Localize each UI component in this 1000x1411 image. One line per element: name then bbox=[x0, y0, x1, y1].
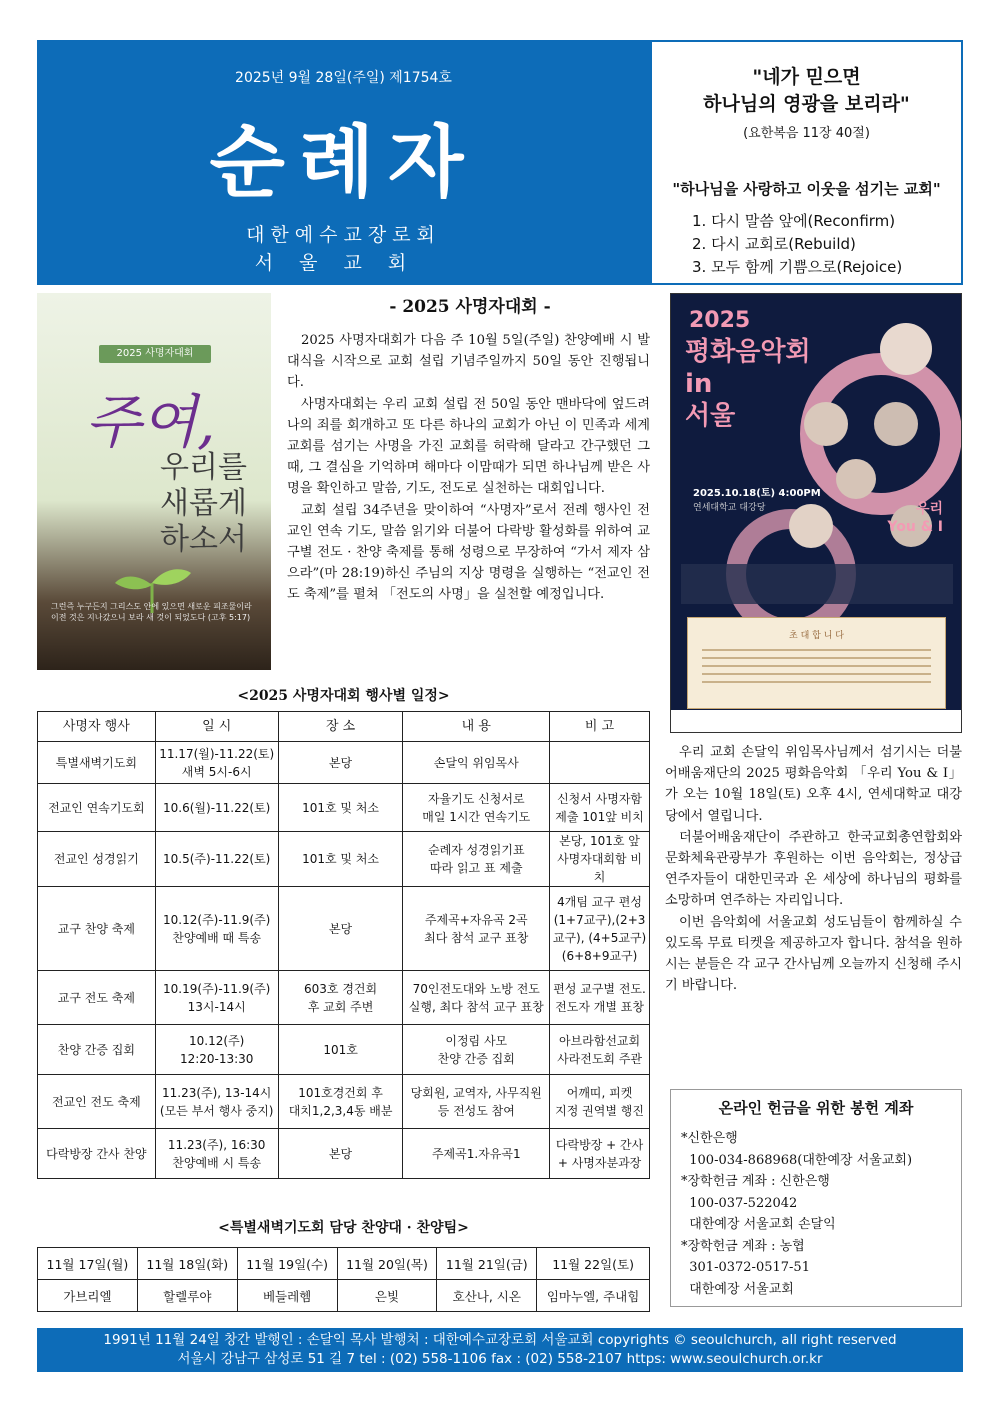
table-cell: 주제곡1.자유곡1 bbox=[403, 1129, 550, 1179]
table-row bbox=[38, 1075, 650, 1129]
offering-line: 대한예장 서울교회 bbox=[681, 1281, 794, 1297]
goal-list bbox=[692, 210, 902, 279]
org-name-line1: 대한예수교장로회 bbox=[246, 224, 441, 246]
book-title-large: 주여, bbox=[85, 388, 216, 456]
table-cell: 본당 bbox=[278, 1129, 403, 1179]
goal-item: 1. 다시 말씀 앞에(Reconfirm) bbox=[692, 212, 896, 230]
column-header: 일 시 bbox=[155, 712, 278, 742]
poster-venue: 연세대학교 대강당 bbox=[693, 503, 766, 513]
article-paragraph: 사명자대회는 우리 교회 설립 전 50일 동안 맨바닥에 엎드려 나의 죄를 회개하고 또 다른 하나의 교회가 아닌 이 민족과 세계교회를 섬기는 사명을 가진 교회를 허락해 달라고 간구했던 그때, 그 결심을 기억하며 해마다 이맘때가 되면 하나님께 받은 사명을 확인하고 말씀, 기도, 전도로 실천하는 대회입니다. bbox=[287, 396, 650, 497]
team-day-cell: 11월 17일(월) bbox=[38, 1248, 138, 1280]
column-header: 내 용 bbox=[403, 712, 550, 742]
table-cell: 다락방장 간사 찬양 bbox=[38, 1129, 156, 1179]
table-cell: 10.19(주)-11.9(주) 13시-14시 bbox=[155, 971, 278, 1025]
table-cell: 어깨띠, 피켓 지정 권역별 행진 bbox=[550, 1075, 650, 1129]
table-cell: 아브라함선교회 사라전도회 주관 bbox=[550, 1025, 650, 1075]
org-name-line2: 서울교회 bbox=[254, 252, 433, 274]
table-row bbox=[38, 887, 650, 971]
offering-line: *장학헌금 계좌 : 신한은행 bbox=[681, 1174, 830, 1189]
table-row bbox=[38, 1129, 650, 1179]
book-verse: 그런즉 누구든지 그리스도 안에 있으면 새로운 피조물이라 이전 것은 지나갔으니 보라 새 것이 되었도다 (고후 5:17) bbox=[51, 602, 252, 622]
team-name-cell: 할렐루야 bbox=[137, 1280, 237, 1312]
offering-line: 대한예장 서울교회 손달익 bbox=[681, 1217, 836, 1232]
table-cell: 순례자 성경읽기표 따라 읽고 표 제출 bbox=[403, 832, 550, 887]
concert-paragraph: 더불어배움재단이 주관하고 한국교회총연합회와 문화체육관광부가 후원하는 이번 음악회는, 정상급 연주자들이 대한민국과 온 세상에 하나님의 평화를 소망하며 연주하는 자리입니다. bbox=[665, 829, 962, 909]
book-tag: 2025 사명자대회 bbox=[99, 345, 211, 363]
table-cell: 10.6(월)-11.22(토) bbox=[155, 784, 278, 832]
table-cell: 찬양 간증 집회 bbox=[38, 1025, 156, 1075]
team-name-cell: 가브리엘 bbox=[38, 1280, 138, 1312]
column-header: 장 소 bbox=[278, 712, 403, 742]
team-name-cell: 베들레헴 bbox=[237, 1280, 337, 1312]
column-header: 사명자 행사 bbox=[38, 712, 156, 742]
poster-year: 2025 bbox=[689, 308, 751, 333]
poster-invitation bbox=[687, 617, 946, 709]
article-paragraph: 2025 사명자대회가 다음 주 10월 5일(주일) 찬양예배 시 발대식을 시작으로 교회 설립 기념주일까지 50일 동안 진행됩니다. bbox=[287, 333, 650, 391]
article-paragraph: 교회 설립 34주년을 맞이하여 “사명자”로서 전례 행사인 전교인 연속 기도, 말씀 읽기와 더불어 다락방 활성화를 위하여 교구별 전도 · 찬양 축제를 통해 성령으로 무장하여 “가서 제자 삼으라”(마 28:19)하신 주님의 지상 명령을 실행하는 “전교인 전도 축제”를 펼쳐 「전도의 사명」을 실천할 예정입니다. bbox=[287, 502, 650, 603]
team-schedule-title: <특별새벽기도회 담당 찬양대 · 찬양팀> bbox=[218, 1220, 469, 1236]
church-motto: "하나님을 사랑하고 이웃을 섬기는 교회" bbox=[672, 180, 941, 198]
poster-subtitle-line: 우리 bbox=[915, 501, 943, 517]
team-day-cell: 11월 20일(목) bbox=[337, 1248, 437, 1280]
schedule-table bbox=[37, 711, 650, 1179]
table-cell: 본당, 101호 앞 사명자대회함 비치 bbox=[550, 832, 650, 887]
table-cell: 손달익 위임목사 bbox=[403, 742, 550, 784]
team-name-cell: 임마누엘, 주내힘 bbox=[537, 1280, 650, 1312]
poster-title-line: 평화음악회 bbox=[685, 337, 811, 367]
table-cell: 101호경건회 후 대치1,2,3,4동 배분 bbox=[278, 1075, 403, 1129]
table-cell: 주제곡+자유곡 2곡 최다 참석 교구 표창 bbox=[403, 887, 550, 971]
goal-item: 3. 모두 함께 기쁨으로(Rejoice) bbox=[692, 258, 903, 276]
team-day-cell: 11월 19일(수) bbox=[237, 1248, 337, 1280]
table-cell: 11.23(주), 13-14시 (모든 부서 행사 중지) bbox=[155, 1075, 278, 1129]
table-row bbox=[38, 742, 650, 784]
table-cell: 10.12(주) 12:20-13:30 bbox=[155, 1025, 278, 1075]
article-body bbox=[287, 330, 650, 606]
theme-verse-line2: 하나님의 영광을 보리라" bbox=[703, 93, 910, 115]
table-cell: 당회원, 교역자, 사무직원 등 전성도 참여 bbox=[403, 1075, 550, 1129]
invitation-text-lines bbox=[702, 649, 931, 651]
team-day-cell: 11월 18일(화) bbox=[137, 1248, 237, 1280]
table-cell: 전교인 연속기도회 bbox=[38, 784, 156, 832]
poster-title bbox=[685, 336, 811, 432]
team-day-cell: 11월 22일(토) bbox=[537, 1248, 650, 1280]
footer bbox=[37, 1328, 963, 1372]
table-cell bbox=[550, 742, 650, 784]
paper-title: 순례자 bbox=[209, 118, 478, 208]
goal-item: 2. 다시 교회로(Rebuild) bbox=[692, 235, 856, 253]
team-name-cell: 호산나, 시온 bbox=[437, 1280, 537, 1312]
concert-paragraph: 이번 음악회에 서울교회 성도님들이 함께하실 수 있도록 무료 티켓을 제공하고자 합니다. 참석을 원하시는 분들은 각 교구 간사님께 오늘까지 신청해 주시기 바랍니다. bbox=[665, 914, 962, 994]
verse-reference: (요한복음 11장 40절) bbox=[743, 126, 870, 141]
offering-line: 100-034-868968(대한예장 서울교회) bbox=[681, 1152, 913, 1168]
table-header-row bbox=[38, 712, 650, 742]
table-cell: 101호 및 처소 bbox=[278, 784, 403, 832]
poster-subtitle bbox=[887, 500, 943, 536]
offering-line: 301-0372-0517-51 bbox=[681, 1260, 810, 1275]
book-cover-image bbox=[37, 293, 271, 670]
table-row bbox=[38, 832, 650, 887]
table-cell: 70인전도대와 노방 전도 실행, 최다 참석 교구 표창 bbox=[403, 971, 550, 1025]
poster-subtitle-line: You & I bbox=[887, 519, 943, 535]
table-cell: 특별새벽기도회 bbox=[38, 742, 156, 784]
table-cell: 이정림 사모 찬양 간증 집회 bbox=[403, 1025, 550, 1075]
team-schedule-table bbox=[37, 1247, 650, 1312]
theme-verse-line1: "네가 믿으면 bbox=[752, 66, 861, 88]
table-cell: 교구 찬양 축제 bbox=[38, 887, 156, 971]
table-cell: 전교인 전도 축제 bbox=[38, 1075, 156, 1129]
table-cell: 편성 교구별 전도. 전도자 개별 표창 bbox=[550, 971, 650, 1025]
offering-title: 온라인 헌금을 위한 봉헌 계좌 bbox=[718, 1099, 914, 1117]
column-header: 비 고 bbox=[550, 712, 650, 742]
book-subtitle-line: 하소서 bbox=[160, 522, 247, 557]
offering-line: *장학헌금 계좌 : 농협 bbox=[681, 1238, 805, 1254]
table-cell: 본당 bbox=[278, 887, 403, 971]
table-cell: 101호 및 처소 bbox=[278, 832, 403, 887]
poster-date: 2025.10.18(토) 4:00PM bbox=[693, 488, 821, 499]
table-cell: 101호 bbox=[278, 1025, 403, 1075]
poster-title-line: 서울 bbox=[685, 401, 736, 431]
table-row bbox=[38, 784, 650, 832]
table-row bbox=[38, 1025, 650, 1075]
team-day-cell: 11월 21일(금) bbox=[437, 1248, 537, 1280]
issue-line: 2025년 9월 28일(주일) 제1754호 bbox=[235, 70, 452, 86]
book-subtitle-line: 새롭게 bbox=[160, 486, 247, 521]
table-cell: 교구 전도 축제 bbox=[38, 971, 156, 1025]
concert-paragraph: 우리 교회 손달익 위임목사님께서 섬기시는 더불어배움재단의 2025 평화음악회 「우리 You & I」가 오는 10월 18일(토) 오후 4시, 연세대학교 대강당에서 열립니다. bbox=[665, 745, 962, 824]
table-cell: 11.17(월)-11.22(토) 새벽 5시-6시 bbox=[155, 742, 278, 784]
table-cell: 자율기도 신청서로 매일 1시간 연속기도 bbox=[403, 784, 550, 832]
offering-account-box bbox=[670, 1089, 962, 1307]
book-subtitle-line: 우리를 bbox=[160, 450, 247, 485]
article-title: - 2025 사명자대회 - bbox=[389, 297, 551, 317]
footer-line2: 서울시 강남구 삼성로 51 길 7 tel : (02) 558-1106 fax : (02) 558-2107 https: www.seoulchurch.or.kr bbox=[177, 1351, 823, 1367]
offering-line: *신한은행 bbox=[681, 1131, 738, 1146]
concert-poster bbox=[670, 293, 962, 733]
table-row bbox=[38, 971, 650, 1025]
team-days-row bbox=[38, 1248, 650, 1280]
table-cell: 신청서 사명자함 제출 101앞 비치 bbox=[550, 784, 650, 832]
table-cell: 10.5(주)-11.22(토) bbox=[155, 832, 278, 887]
poster-sponsor-strip bbox=[671, 710, 961, 732]
team-name-cell: 은빛 bbox=[337, 1280, 437, 1312]
team-names-row bbox=[38, 1280, 650, 1312]
table-cell: 11.23(주), 16:30 찬양예배 시 특송 bbox=[155, 1129, 278, 1179]
table-cell: 본당 bbox=[278, 742, 403, 784]
theme-verse bbox=[652, 64, 961, 118]
concert-article bbox=[665, 742, 962, 996]
motto-box bbox=[650, 40, 963, 285]
table-cell: 603호 경건회 후 교회 주변 bbox=[278, 971, 403, 1025]
schedule-title: <2025 사명자대회 행사별 일정> bbox=[237, 688, 450, 704]
table-cell: 4개팀 교구 편성 (1+7교구),(2+3 교구), (4+5교구) (6+8+9교구) bbox=[550, 887, 650, 971]
table-cell: 다락방장 + 간사 + 사명자분과장 bbox=[550, 1129, 650, 1179]
book-subtitle bbox=[160, 450, 247, 558]
table-cell: 전교인 성경읽기 bbox=[38, 832, 156, 887]
invitation-heading: 초 대 합 니 다 bbox=[789, 631, 844, 641]
offering-lines bbox=[681, 1128, 912, 1300]
masthead bbox=[37, 40, 650, 285]
footer-line1: 1991년 11월 24일 창간 발행인 : 손달익 목사 발행처 : 대한예수교장로회 서울교회 copyrights © seoulchurch, all right reserved bbox=[103, 1332, 897, 1348]
schedule-body bbox=[38, 742, 650, 1179]
table-cell: 10.12(주)-11.9(주) 찬양예배 때 특송 bbox=[155, 887, 278, 971]
offering-line: 100-037-522042 bbox=[681, 1195, 798, 1211]
poster-title-line: in bbox=[685, 369, 713, 399]
